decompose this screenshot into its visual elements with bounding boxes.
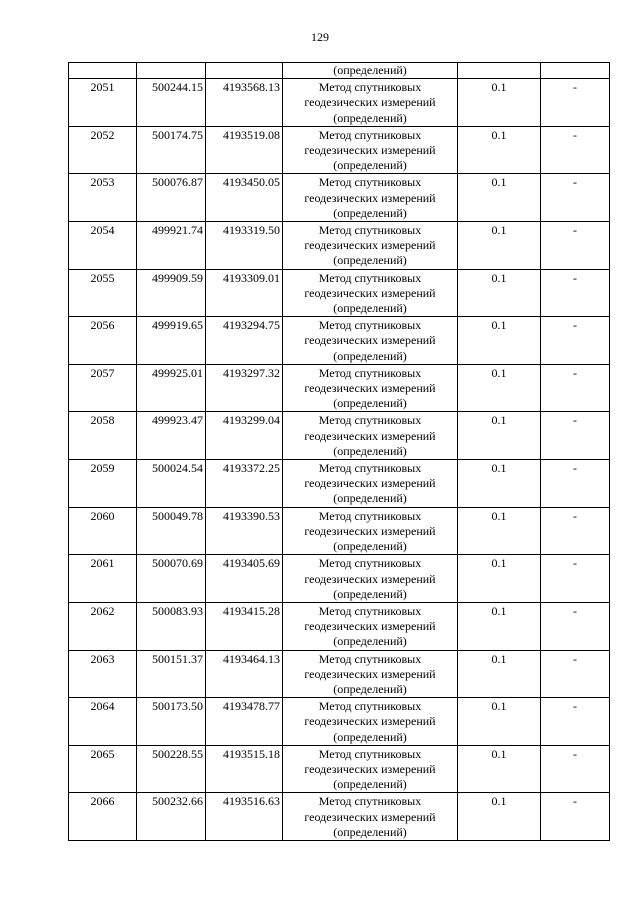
cell-y: 4193299.04: [206, 412, 283, 460]
cell-num: 2054: [69, 222, 137, 270]
cell-note: -: [541, 602, 610, 650]
cell-num: 2057: [69, 364, 137, 412]
cell-note: -: [541, 555, 610, 603]
table-row: [69, 698, 610, 746]
cell-method: [283, 698, 458, 746]
method-line: геодезических измерений: [304, 428, 436, 443]
cell-method: [283, 650, 458, 698]
cell-num: 2052: [69, 126, 137, 174]
cell-accuracy: 0.1: [458, 174, 541, 222]
cell-accuracy: 0.1: [458, 745, 541, 793]
cell-accuracy: 0.1: [458, 412, 541, 460]
cell-x: 500049.78: [137, 507, 206, 555]
cell-note: -: [541, 174, 610, 222]
cell-method: [283, 317, 458, 365]
cell-x: 500228.55: [137, 745, 206, 793]
method-line: геодезических измерений: [304, 285, 436, 300]
cell-x: 499925.01: [137, 364, 206, 412]
cell-note: -: [541, 79, 610, 127]
cell-y: 4193297.32: [206, 364, 283, 412]
method-line: Метод спутниковых: [318, 270, 422, 285]
method-line: (определений): [333, 539, 407, 554]
table-row: [69, 174, 610, 222]
cell-note: -: [541, 698, 610, 746]
cell-accuracy: 0.1: [458, 507, 541, 555]
method-line: (определений): [333, 110, 407, 125]
cell-note: -: [541, 412, 610, 460]
method-line: геодезических измерений: [304, 238, 436, 253]
method-line: геодезических измерений: [304, 761, 436, 776]
method-line: Метод спутниковых: [318, 365, 422, 380]
method-line: геодезических измерений: [304, 381, 436, 396]
cell-accuracy: 0.1: [458, 555, 541, 603]
cell-accuracy: 0.1: [458, 460, 541, 508]
cell-y: 4193309.01: [206, 269, 283, 317]
method-line: геодезических измерений: [304, 523, 436, 538]
cell-y: 4193478.77: [206, 698, 283, 746]
method-line: Метод спутниковых: [318, 699, 422, 714]
method-line: (определений): [333, 396, 407, 411]
cell-note: -: [541, 364, 610, 412]
cell-x: 500070.69: [137, 555, 206, 603]
cell-x: 500151.37: [137, 650, 206, 698]
table-row: [69, 222, 610, 270]
method-line: (определений): [333, 301, 407, 316]
page-number: 129: [311, 30, 329, 44]
method-line: геодезических измерений: [304, 333, 436, 348]
method-line: геодезических измерений: [304, 143, 436, 158]
cell-num: 2060: [69, 507, 137, 555]
cell-method: [283, 126, 458, 174]
table-row: [69, 126, 610, 174]
method-line: геодезических измерений: [304, 571, 436, 586]
cell-num: 2056: [69, 317, 137, 365]
cell-num: 2062: [69, 602, 137, 650]
method-line: (определений): [333, 586, 407, 601]
method-line: (определений): [333, 443, 407, 458]
method-line: (определений): [333, 729, 407, 744]
method-line: Метод спутниковых: [318, 794, 422, 809]
table-row: [69, 269, 610, 317]
cell-note: -: [541, 269, 610, 317]
continuation-row: [69, 63, 610, 79]
cell-x: 500232.66: [137, 793, 206, 841]
method-line: Метод спутниковых: [318, 127, 422, 142]
cell-note: -: [541, 460, 610, 508]
cell-y: 4193464.13: [206, 650, 283, 698]
cell-y: 4193450.05: [206, 174, 283, 222]
cell-num: [69, 63, 137, 79]
cell-accuracy: 0.1: [458, 698, 541, 746]
cell-note: -: [541, 650, 610, 698]
cell-x: 500244.15: [137, 79, 206, 127]
method-line: геодезических измерений: [304, 476, 436, 491]
cell-accuracy: 0.1: [458, 793, 541, 841]
table-body: [69, 63, 610, 841]
method-line: (определений): [333, 824, 407, 839]
cell-y: 4193319.50: [206, 222, 283, 270]
cell-y: 4193515.18: [206, 745, 283, 793]
method-line: Метод спутниковых: [318, 175, 422, 190]
method-line: Метод спутниковых: [318, 603, 422, 618]
table-row: [69, 650, 610, 698]
cell-x: 500083.93: [137, 602, 206, 650]
table-row: [69, 602, 610, 650]
table-row: [69, 412, 610, 460]
table-row: [69, 793, 610, 841]
table-row: [69, 79, 610, 127]
cell-method: [283, 793, 458, 841]
method-line: геодезических измерений: [304, 714, 436, 729]
method-line: (определений): [333, 205, 407, 220]
cell-x: 500076.87: [137, 174, 206, 222]
cell-x: 499921.74: [137, 222, 206, 270]
cell-method: [283, 602, 458, 650]
method-line: геодезических измерений: [304, 619, 436, 634]
cell-note: -: [541, 745, 610, 793]
cell-method: [283, 745, 458, 793]
method-line: геодезических измерений: [304, 666, 436, 681]
table-row: [69, 507, 610, 555]
cell-y: 4193516.63: [206, 793, 283, 841]
method-line: (определений): [333, 491, 407, 506]
method-line: (определений): [333, 681, 407, 696]
cell-accuracy: 0.1: [458, 650, 541, 698]
cell-accuracy: 0.1: [458, 79, 541, 127]
method-line: Метод спутниковых: [318, 461, 422, 476]
cell-accuracy: 0.1: [458, 364, 541, 412]
cell-method: [283, 79, 458, 127]
cell-y: 4193415.28: [206, 602, 283, 650]
cell-note: -: [541, 507, 610, 555]
cell-x: 499919.65: [137, 317, 206, 365]
table-row: [69, 460, 610, 508]
cell-accuracy: 0.1: [458, 126, 541, 174]
cell-num: 2065: [69, 745, 137, 793]
cell-method: [283, 555, 458, 603]
cell-accuracy: 0.1: [458, 269, 541, 317]
method-line: (определений): [333, 253, 407, 268]
method-line: геодезических измерений: [304, 190, 436, 205]
cell-num: 2051: [69, 79, 137, 127]
method-line: Метод спутниковых: [318, 746, 422, 761]
cell-num: 2064: [69, 698, 137, 746]
cell-method: [283, 460, 458, 508]
cell-num: 2059: [69, 460, 137, 508]
cell-note: -: [541, 222, 610, 270]
cell-accuracy: 0.1: [458, 222, 541, 270]
cell-y: [206, 63, 283, 79]
cell-note: [541, 63, 610, 79]
cell-y: 4193519.08: [206, 126, 283, 174]
cell-x: 500174.75: [137, 126, 206, 174]
cell-method: [283, 507, 458, 555]
table-row: [69, 745, 610, 793]
cell-method: [283, 269, 458, 317]
method-line: Метод спутниковых: [318, 318, 422, 333]
cell-y: 4193390.53: [206, 507, 283, 555]
cell-method: [283, 174, 458, 222]
cell-y: 4193294.75: [206, 317, 283, 365]
method-line: (определений): [333, 634, 407, 649]
method-line: (определений): [333, 777, 407, 792]
cell-num: 2061: [69, 555, 137, 603]
method-line: Метод спутниковых: [318, 508, 422, 523]
cell-x: [137, 63, 206, 79]
cell-x: 499909.59: [137, 269, 206, 317]
table-row: [69, 364, 610, 412]
method-line: геодезических измерений: [304, 95, 436, 110]
cell-y: 4193405.69: [206, 555, 283, 603]
method-line: Метод спутниковых: [318, 651, 422, 666]
cell-num: 2053: [69, 174, 137, 222]
cell-num: 2055: [69, 269, 137, 317]
method-line: (определений): [333, 348, 407, 363]
cell-method: [283, 364, 458, 412]
cell-num: 2066: [69, 793, 137, 841]
cell-method: [283, 222, 458, 270]
cell-x: 499923.47: [137, 412, 206, 460]
cell-y: 4193372.25: [206, 460, 283, 508]
cell-method: (определений): [283, 63, 458, 79]
method-line: (определений): [333, 158, 407, 173]
cell-note: -: [541, 793, 610, 841]
coordinates-table: [68, 62, 610, 841]
cell-accuracy: 0.1: [458, 317, 541, 365]
cell-accuracy: 0.1: [458, 602, 541, 650]
method-line: геодезических измерений: [304, 809, 436, 824]
table-row: [69, 555, 610, 603]
cell-method: [283, 412, 458, 460]
cell-y: 4193568.13: [206, 79, 283, 127]
cell-num: 2058: [69, 412, 137, 460]
cell-accuracy: [458, 63, 541, 79]
cell-x: 500024.54: [137, 460, 206, 508]
method-line: Метод спутниковых: [318, 223, 422, 238]
method-line: Метод спутниковых: [318, 413, 422, 428]
cell-num: 2063: [69, 650, 137, 698]
method-line: Метод спутниковых: [318, 80, 422, 95]
cell-note: -: [541, 317, 610, 365]
table-row: [69, 317, 610, 365]
cell-note: -: [541, 126, 610, 174]
cell-x: 500173.50: [137, 698, 206, 746]
method-line: Метод спутниковых: [318, 556, 422, 571]
